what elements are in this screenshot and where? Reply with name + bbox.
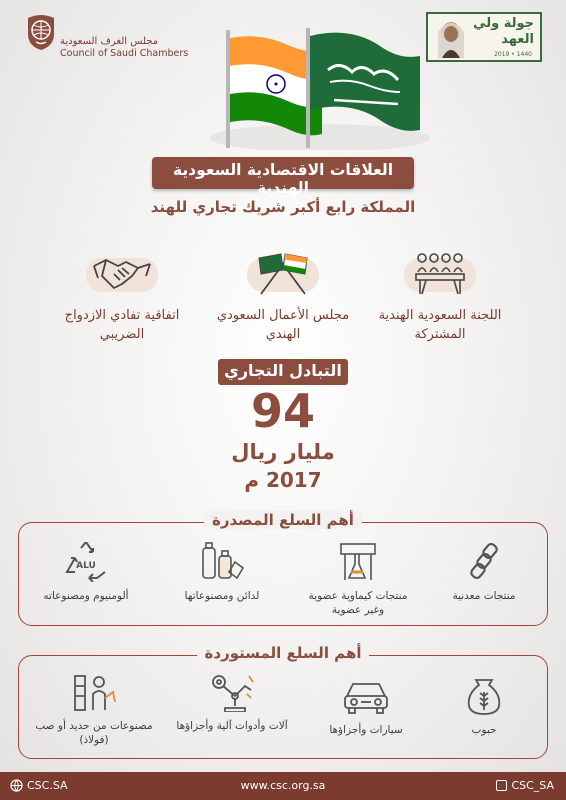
feature-business-council xyxy=(213,250,353,344)
export-item-label: منتجات كيماوية عضوية وغير عضوية xyxy=(308,590,408,616)
import-item-label: حبوب xyxy=(471,724,497,736)
robot-arm-icon xyxy=(207,672,257,712)
export-item xyxy=(26,542,146,603)
handshake-icon xyxy=(92,254,152,294)
tour-year: 2019 • 1440 xyxy=(494,51,532,58)
title-banner xyxy=(152,157,414,197)
svg-text:ALU: ALU xyxy=(76,561,96,571)
trade-title: التبادل التجاري xyxy=(224,361,342,380)
import-item xyxy=(424,676,544,737)
footer-website-url[interactable]: www.csc.org.sa xyxy=(240,779,326,792)
car-icon xyxy=(341,676,391,716)
import-item-label: آلات وأدوات آلية وأجزاؤها xyxy=(176,720,288,732)
metal-links-icon xyxy=(459,542,509,582)
tour-title: جولة ولي العهد xyxy=(473,16,534,47)
footer-social-handle[interactable] xyxy=(496,779,554,792)
export-item-label: منتجات معدنية xyxy=(452,590,516,602)
tour-logo xyxy=(426,12,542,62)
portrait-icon xyxy=(432,18,470,58)
feature-label: اللجنة السعودية الهندية المشتركة xyxy=(378,308,502,342)
crossed-flags-icon xyxy=(253,250,313,298)
brand-arabic-name: مجلس الغرف السعودية xyxy=(60,36,159,47)
export-item xyxy=(424,542,544,603)
exports-title: أهم السلع المصدرة xyxy=(0,511,566,529)
export-item-label: ألومنيوم ومصنوعاته xyxy=(43,590,129,602)
import-item xyxy=(306,676,426,737)
grain-sack-icon xyxy=(459,676,509,716)
flags-illustration xyxy=(210,20,430,150)
chemistry-flask-icon xyxy=(333,542,383,582)
export-item-label: لدائن ومصنوعاتها xyxy=(184,590,260,602)
plastic-bottles-icon xyxy=(197,542,247,582)
page-title: العلاقات الاقتصادية السعودية الهندية xyxy=(172,161,394,197)
feature-label: مجلس الأعمال السعودي الهندي xyxy=(216,308,350,342)
meeting-table-icon xyxy=(412,250,468,298)
import-item xyxy=(172,672,292,733)
imports-title: أهم السلع المستوردة xyxy=(0,644,566,662)
import-item-label: مصنوعات من حديد أو صب (فولاذ) xyxy=(35,720,153,746)
footer-left-text: CSC.SA xyxy=(27,779,68,792)
feature-tax-agreement xyxy=(52,250,192,344)
brand-logo xyxy=(24,14,189,74)
footer-right-text: CSC_SA xyxy=(511,779,554,792)
feature-label: اتفاقية تفادي الازدواج الضريبي xyxy=(64,308,180,342)
trade-unit: مليار ريال xyxy=(231,440,335,464)
export-item xyxy=(162,542,282,603)
aluminium-recycle-icon xyxy=(61,542,111,582)
export-item xyxy=(298,542,418,617)
brand-english-name: Council of Saudi Chambers xyxy=(60,48,189,59)
saudi-flag-pole xyxy=(306,28,310,148)
feature-joint-committee xyxy=(370,250,510,344)
council-emblem-icon xyxy=(24,14,58,52)
steel-worker-icon xyxy=(69,672,119,712)
trade-value: 94 xyxy=(250,384,315,438)
import-item-label: سيارات وأجزاؤها xyxy=(329,724,403,736)
page-subtitle: المملكة رابع أكبر شريك تجاري للهند xyxy=(150,198,416,216)
instagram-icon xyxy=(496,780,507,791)
trade-title-banner xyxy=(218,359,348,385)
india-flag-pole xyxy=(226,30,230,148)
saudi-flag-icon xyxy=(310,33,420,131)
trade-year: 2017 م xyxy=(244,468,322,492)
footer-bar xyxy=(0,772,566,800)
import-item xyxy=(34,672,154,747)
